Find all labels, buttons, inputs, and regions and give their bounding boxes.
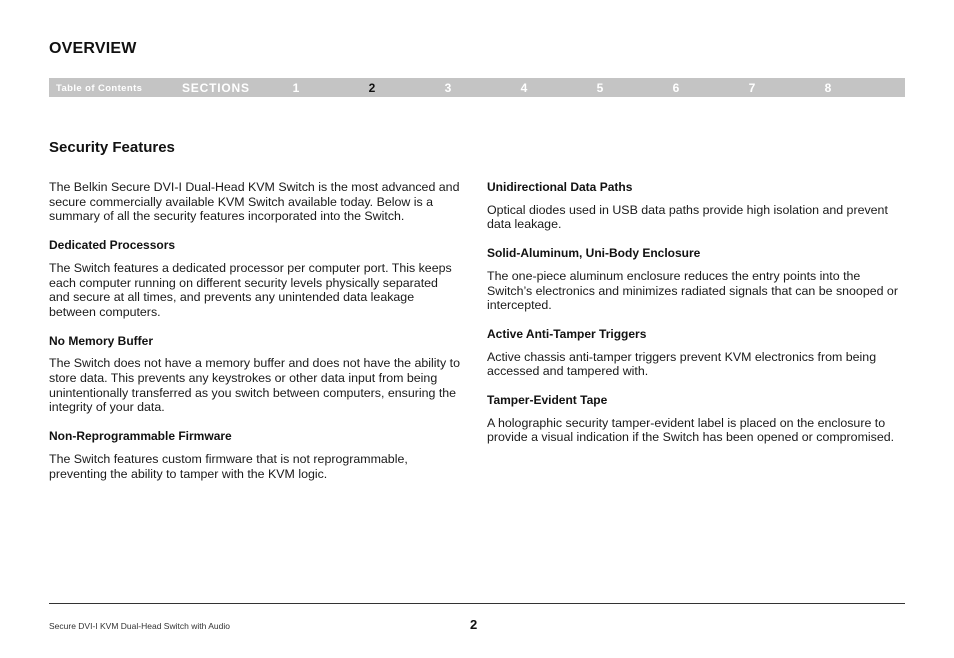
right-column	[487, 180, 905, 445]
left-column	[49, 180, 461, 481]
table-of-contents-link[interactable]: Table of Contents	[56, 83, 143, 94]
footer-product-name: Secure DVI-I KVM Dual-Head Switch with Audio	[49, 621, 230, 631]
section-title: Security Features	[49, 139, 175, 156]
feature-text-unidirectional-data-paths: Optical diodes used in USB data paths provide high isolation and prevent data leakage.	[487, 202, 888, 232]
feature-text-dedicated-processors: The Switch features a dedicated processor per computer port. This keeps each computer running on different security levels physically separated and secure at all times, and prevents any unintended data leakage between computers.	[49, 260, 452, 319]
nav-section-2[interactable]: 2	[368, 81, 376, 95]
feature-heading-non-reprogrammable-firmware: Non-Reprogrammable Firmware	[49, 429, 232, 444]
section-navbar	[49, 78, 905, 97]
sections-label: SECTIONS	[182, 81, 250, 95]
feature-heading-tamper-evident-tape: Tamper-Evident Tape	[487, 393, 608, 408]
footer-divider	[49, 603, 905, 604]
nav-section-5[interactable]: 5	[596, 81, 604, 95]
feature-text-non-reprogrammable-firmware: The Switch features custom firmware that is not reprogrammable, preventing the ability to tamper with the KVM logic.	[49, 451, 408, 481]
feature-heading-aluminum-enclosure: Solid-Aluminum, Uni-Body Enclosure	[487, 246, 701, 261]
page-title: OVERVIEW	[49, 40, 137, 57]
nav-section-1[interactable]: 1	[292, 81, 300, 95]
nav-section-6[interactable]: 6	[672, 81, 680, 95]
feature-heading-no-memory-buffer: No Memory Buffer	[49, 333, 154, 348]
feature-text-tamper-evident-tape: A holographic security tamper-evident label is placed on the enclosure to provide a visual indication if the Switch has been opened or compromised.	[487, 415, 895, 445]
feature-heading-anti-tamper-triggers: Active Anti-Tamper Triggers	[487, 326, 647, 341]
nav-section-4[interactable]: 4	[520, 81, 528, 95]
feature-text-anti-tamper-triggers: Active chassis anti-tamper triggers prevent KVM electronics from being accessed and tampered with.	[487, 349, 877, 379]
feature-heading-unidirectional-data-paths: Unidirectional Data Paths	[487, 180, 633, 194]
feature-text-no-memory-buffer: The Switch does not have a memory buffer and does not have the ability to store data. This prevents any keystrokes or other data input from being unintentionally transferred as you switch between computers, ensuring the integrity of your data.	[49, 356, 460, 415]
nav-section-7[interactable]: 7	[748, 81, 756, 95]
nav-section-8[interactable]: 8	[824, 81, 832, 95]
feature-heading-dedicated-processors: Dedicated Processors	[49, 238, 176, 253]
intro-paragraph: The Belkin Secure DVI-I Dual-Head KVM Switch is the most advanced and secure commercially available KVM Switch available today. Below is a summary of all the security features incorporated into the Switch.	[49, 180, 460, 224]
page-number: 2	[470, 617, 478, 632]
nav-section-3[interactable]: 3	[444, 81, 452, 95]
feature-text-aluminum-enclosure: The one-piece aluminum enclosure reduces the entry points into the Switch’s electronics and minimizes radiated signals that can be snooped or intercepted.	[487, 268, 898, 313]
